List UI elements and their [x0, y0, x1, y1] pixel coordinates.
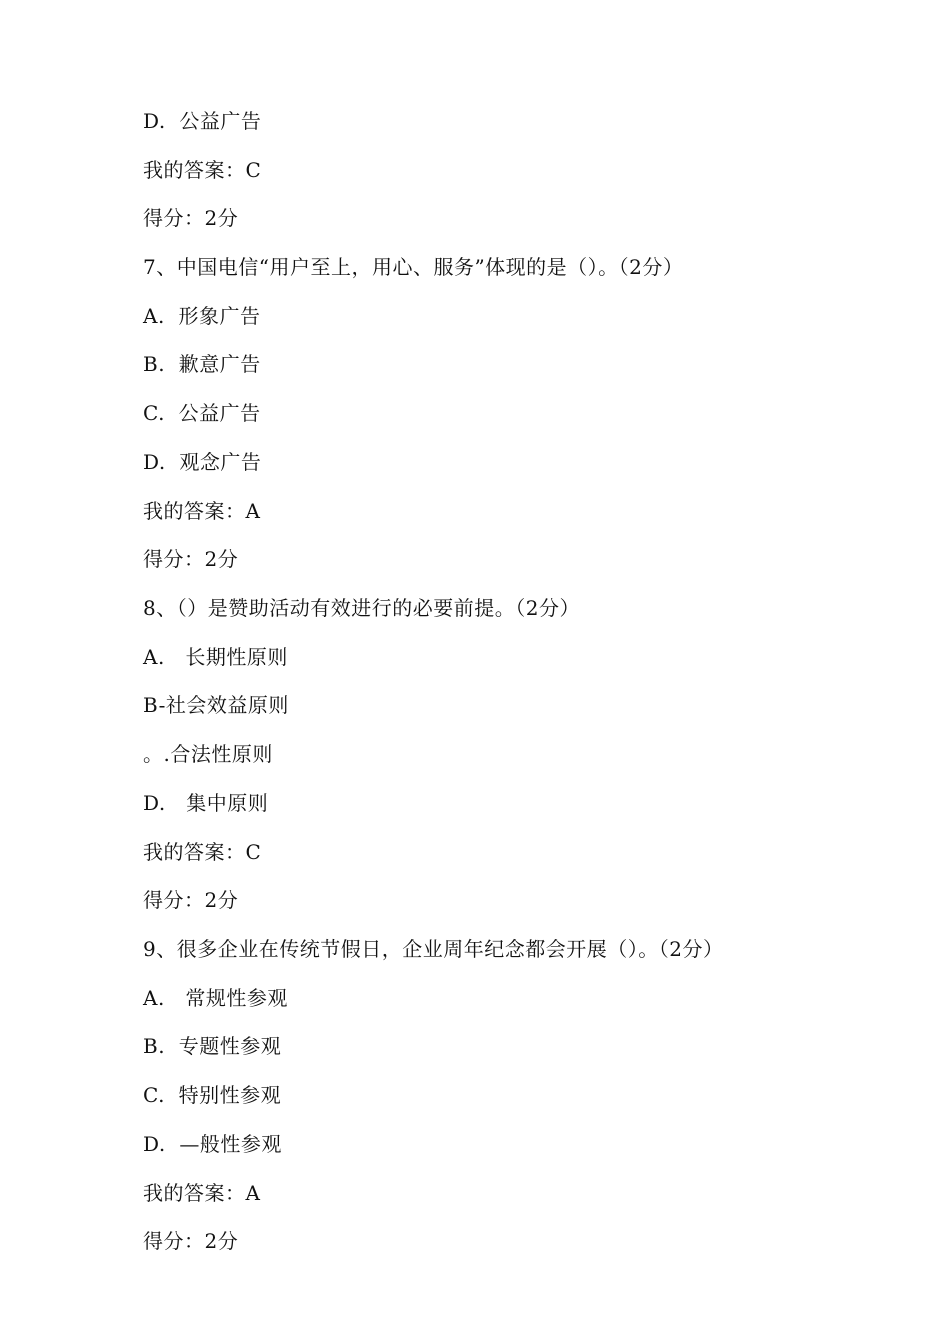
option-b-q8: B-社会效益原则 — [143, 693, 289, 717]
score-q7: 得分：2分 — [143, 547, 239, 571]
option-b-q9: B. 专题性参观 — [143, 1034, 282, 1058]
question-8: 8、（）是赞助活动有效进行的必要前提。（2分） — [143, 596, 580, 620]
score-q6: 得分：2分 — [143, 206, 239, 230]
option-d-q6: D. 公益广告 — [143, 109, 262, 133]
option-d-q8: D. 集中原则 — [143, 791, 269, 815]
my-answer-q7: 我的答案：A — [143, 499, 261, 523]
option-d-q7: D. 观念广告 — [143, 450, 262, 474]
option-d-q9: D. —般性参观 — [143, 1132, 282, 1156]
option-b-q7: B. 歉意广告 — [143, 352, 261, 376]
option-c-q9: C. 特别性参观 — [143, 1083, 282, 1107]
question-7: 7、中国电信“用户至上，用心、服务”体现的是（）。（2分） — [143, 255, 684, 279]
option-a-q9: A. 常规性参观 — [143, 986, 288, 1010]
my-answer-q8: 我的答案：C — [143, 840, 262, 864]
my-answer-q9: 我的答案：A — [143, 1181, 261, 1205]
question-9: 9、很多企业在传统节假日，企业周年纪念都会开展（）。（2分） — [143, 937, 724, 961]
my-answer-q6: 我的答案：C — [143, 158, 262, 182]
option-c-q8: 。.合法性原则 — [143, 742, 273, 766]
option-a-q8: A. 长期性原则 — [143, 645, 288, 669]
option-c-q7: C. 公益广告 — [143, 401, 261, 425]
option-a-q7: A. 形象广告 — [143, 304, 261, 328]
score-q8: 得分：2分 — [143, 888, 239, 912]
score-q9: 得分：2分 — [143, 1229, 239, 1253]
